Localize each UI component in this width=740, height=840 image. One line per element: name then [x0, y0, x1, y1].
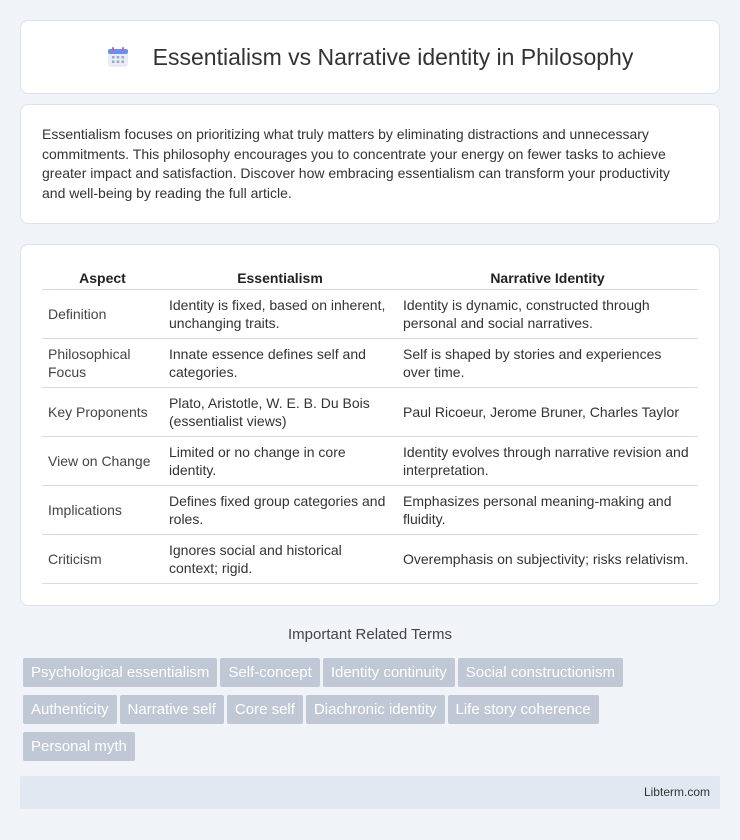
table-header-row — [42, 266, 698, 290]
related-terms-title: Important Related Terms — [288, 626, 452, 643]
related-term-tag[interactable]: Core self — [227, 695, 303, 724]
table-cell: Ignores social and historical context; rigid. — [163, 535, 397, 584]
related-term-tag[interactable]: Diachronic identity — [306, 695, 445, 724]
table-cell: Emphasizes personal meaning-making and fluidity. — [397, 486, 698, 535]
table-cell: Limited or no change in core identity. — [163, 437, 397, 486]
table-cell: Identity is dynamic, constructed through personal and social narratives. — [397, 290, 698, 339]
intro-text: Essentialism focuses on prioritizing what truly matters by eliminating distractions and unnecessary commitments. This philosophy encourages you to concentrate your energy on fewer tasks to achieve greater impact and satisfaction. Discover how embracing essentialism can transform your productivity and well-being by reading the full article. — [42, 126, 670, 201]
related-term-tag[interactable]: Self-concept — [220, 658, 319, 687]
table-cell: Definition — [42, 290, 163, 339]
table-cell: Overemphasis on subjectivity; risks relativism. — [397, 535, 698, 584]
table-cell: Self is shaped by stories and experiences over time. — [397, 339, 698, 388]
column-header: Aspect — [42, 266, 163, 290]
table-row — [42, 486, 698, 535]
table-row — [42, 290, 698, 339]
related-term-tag[interactable]: Psychological essentialism — [23, 658, 217, 687]
table-cell: Key Proponents — [42, 388, 163, 437]
table-row — [42, 437, 698, 486]
header-card — [20, 20, 720, 94]
table-cell: Identity is fixed, based on inherent, unchanging traits. — [163, 290, 397, 339]
table-cell: Implications — [42, 486, 163, 535]
footer-site-link[interactable]: Libterm.com — [643, 785, 710, 799]
related-term-tag[interactable]: Social constructionism — [458, 658, 623, 687]
related-terms-list — [23, 658, 703, 769]
related-term-tag[interactable]: Life story coherence — [448, 695, 599, 724]
table-cell: Identity evolves through narrative revision and interpretation. — [397, 437, 698, 486]
column-header: Narrative Identity — [397, 266, 698, 290]
table-cell: Paul Ricoeur, Jerome Bruner, Charles Taylor — [397, 388, 698, 437]
table-row — [42, 388, 698, 437]
related-term-tag[interactable]: Authenticity — [23, 695, 117, 724]
table-cell: Philosophical Focus — [42, 339, 163, 388]
comparison-table-card — [20, 244, 720, 606]
table-cell: Defines fixed group categories and roles. — [163, 486, 397, 535]
comparison-table — [42, 266, 698, 584]
related-term-tag[interactable]: Personal myth — [23, 732, 135, 761]
table-row — [42, 535, 698, 584]
related-term-tag[interactable]: Narrative self — [120, 695, 224, 724]
table-cell: Innate essence defines self and categories. — [163, 339, 397, 388]
column-header: Essentialism — [163, 266, 397, 290]
footer — [20, 776, 720, 809]
table-cell: Plato, Aristotle, W. E. B. Du Bois (essentialist views) — [163, 388, 397, 437]
calendar-icon — [107, 46, 129, 68]
table-cell: View on Change — [42, 437, 163, 486]
page-title: Essentialism vs Narrative identity in Philosophy — [152, 43, 634, 70]
table-cell: Criticism — [42, 535, 163, 584]
intro-card — [20, 104, 720, 224]
related-term-tag[interactable]: Identity continuity — [323, 658, 455, 687]
table-row — [42, 339, 698, 388]
